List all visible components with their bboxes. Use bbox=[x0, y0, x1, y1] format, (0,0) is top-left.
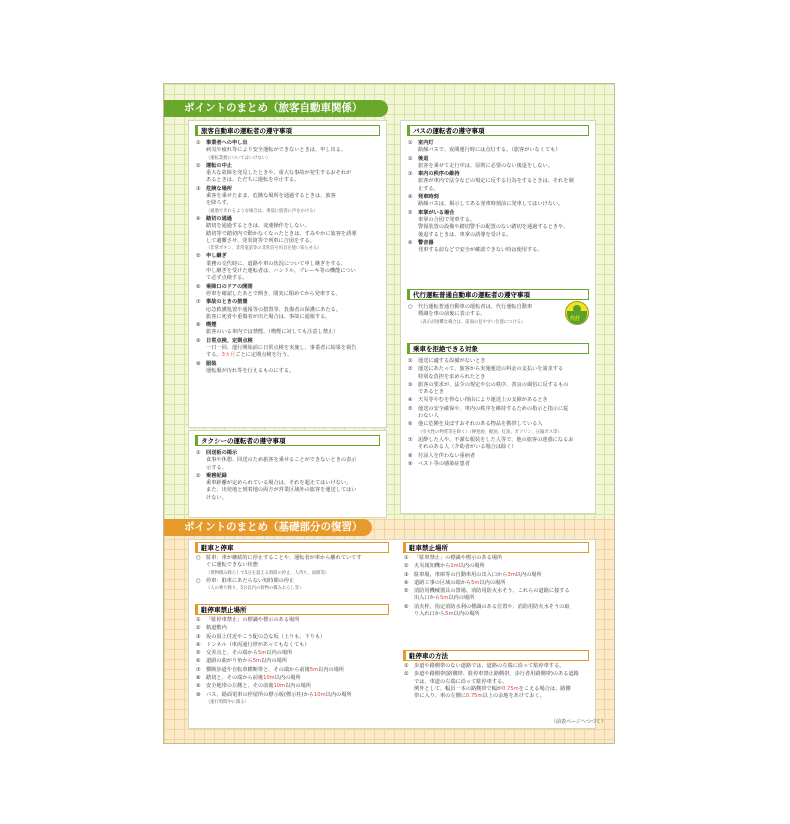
item-note: （運転業務についてはいけない） bbox=[206, 155, 271, 161]
item-text: また、出発地と到着地の両方が営業区域外の旅客を運送してはい bbox=[206, 487, 357, 494]
item-heading: 車掌がいる場合 bbox=[418, 209, 455, 216]
list-item bbox=[195, 625, 389, 632]
list-refuse bbox=[407, 358, 590, 469]
item-number: ⑧ bbox=[408, 452, 413, 459]
item-text: 示する。 bbox=[206, 464, 227, 471]
list-item bbox=[403, 563, 590, 570]
list-item bbox=[195, 450, 381, 472]
item-number: ① bbox=[408, 140, 413, 146]
item-number: ① bbox=[404, 663, 409, 669]
list-item bbox=[407, 194, 590, 209]
distance-highlight: 0.75m bbox=[502, 685, 519, 692]
distance-highlight: 5m bbox=[445, 611, 454, 618]
item-text: では、車道の左端に沿って駐停車する。 bbox=[414, 678, 508, 685]
item-text: 横断歩道や自転車横断帯と、その端から前後5m以内の場所 bbox=[206, 666, 345, 673]
item-number: ④ bbox=[408, 194, 413, 201]
item-text: 食事や休憩、回送のため旅客を乗せることができないときの表示 bbox=[206, 457, 357, 464]
distance-highlight: 1m bbox=[450, 563, 459, 570]
item-text: 道路工事の区域の端から5m以内の場所 bbox=[414, 579, 506, 586]
list-item bbox=[195, 555, 389, 577]
distance-highlight: 5m bbox=[309, 666, 319, 673]
item-text: わない人 bbox=[418, 413, 439, 420]
item-number: ① bbox=[196, 450, 201, 456]
list-noparking bbox=[403, 555, 590, 619]
item-heading: 室内灯 bbox=[418, 140, 434, 146]
item-number: ④ bbox=[196, 215, 201, 222]
list-item bbox=[407, 366, 590, 381]
item-text: 泥酔した人や、不潔な服装をした人等で、他の旅客の迷惑になるお bbox=[418, 436, 574, 443]
item-note: （人の乗り降り、5分以内の荷物の積みおろし等） bbox=[206, 586, 304, 592]
list-item bbox=[407, 210, 590, 239]
panel-left-upper bbox=[188, 120, 387, 428]
item-heading: 乗降口のドアの開閉 bbox=[206, 283, 253, 290]
item-text: 車掌の合図で発車する。 bbox=[418, 216, 476, 223]
list-item bbox=[407, 240, 590, 255]
list-item bbox=[403, 555, 590, 562]
list-item bbox=[195, 253, 381, 282]
list-item bbox=[407, 358, 590, 365]
item-text: あるときは、ただちに運転を中止する。 bbox=[206, 177, 300, 184]
item-text: 交差点と、その端から5m以内の場所 bbox=[206, 650, 293, 657]
list-item bbox=[195, 163, 381, 185]
banner-basics: ポイントのまとめ（基礎部分の復習） bbox=[164, 519, 372, 536]
item-text: する。3カ月ごとに定期点検を行う。 bbox=[206, 352, 293, 359]
list-item bbox=[407, 140, 590, 155]
item-heading: 乗務記録 bbox=[206, 472, 227, 479]
heading-noparking-stop: 駐停車禁止場所 bbox=[195, 604, 389, 615]
item-text: 「駐停車禁止」の標識や標示のある場所 bbox=[206, 617, 300, 623]
item-text: それのある人（介助者がいる場合は除く） bbox=[418, 444, 517, 451]
daiko-sticker-label: 代行 bbox=[570, 316, 581, 322]
list-item bbox=[195, 299, 381, 321]
item-text: であるとき bbox=[418, 389, 444, 396]
heading-parking: 駐車と停車 bbox=[195, 542, 389, 553]
item-heading: 危険な場所 bbox=[206, 185, 232, 192]
panel-right-upper bbox=[400, 120, 596, 514]
item-text: 坂の頂上付近やこう配の急な坂（上りも、下りも） bbox=[206, 633, 326, 640]
item-number: ⑤ bbox=[196, 253, 201, 260]
item-text: けない。 bbox=[206, 494, 227, 501]
item-number: ② bbox=[408, 366, 413, 373]
item-text: 申し継ぎを受けた運転者は、ハンドル、ブレーキ等の機能につい bbox=[206, 268, 356, 275]
item-text: 歩道や路側帯のない道路では、道路の左端に沿って駐停車する。 bbox=[414, 663, 565, 669]
item-text: 「駐車禁止」の標識や標示のある場所 bbox=[414, 555, 503, 561]
distance-highlight: 10m bbox=[313, 691, 326, 698]
item-heading: 喫煙 bbox=[206, 322, 217, 329]
daiko-sticker-icon bbox=[565, 301, 589, 325]
item-note: （通過できれるような場合は、事前に旅客に声をかける） bbox=[206, 208, 318, 214]
item-heading: 服装 bbox=[206, 360, 217, 367]
item-text: 特別な負担を求められたとき bbox=[418, 373, 486, 380]
page bbox=[163, 83, 615, 744]
heading-taxi: タクシーの運転者の遵守事項 bbox=[195, 435, 380, 446]
distance-highlight: 5m bbox=[439, 595, 449, 602]
item-heading: 後退 bbox=[418, 155, 429, 162]
heading-daiko: 代行運転普通自動車の運転者の遵守事項 bbox=[407, 289, 589, 300]
item-number: ○ bbox=[196, 555, 201, 561]
item-number: ③ bbox=[196, 633, 201, 640]
item-text: 消火栓、指定消防水利の標識のある位置や、消防用防火水そうの取 bbox=[414, 603, 570, 610]
item-text: 警報装置の設備や踏切警手の配置のない踏切を通過するときや、 bbox=[418, 224, 569, 231]
list-item bbox=[195, 667, 389, 674]
distance-highlight: 5m bbox=[471, 579, 480, 586]
item-text: 応急救護処置や通報等の措置等、負傷者の保護にあたる。 bbox=[206, 306, 341, 313]
item-number: ⑦ bbox=[408, 436, 413, 443]
list-item bbox=[195, 658, 389, 665]
banner-passenger: ポイントのまとめ（旅客自動車関係） bbox=[164, 100, 388, 117]
item-number: ① bbox=[196, 140, 201, 146]
item-number: ① bbox=[408, 358, 413, 364]
item-heading: 申し継ぎ bbox=[206, 253, 227, 260]
item-number: ⑩ bbox=[196, 360, 201, 367]
list-item bbox=[195, 186, 381, 215]
item-text: 付添人を伴わない重病者 bbox=[418, 452, 476, 459]
item-heading: 警音器 bbox=[418, 239, 434, 246]
item-text: 出入口から5m以内の場所 bbox=[414, 595, 475, 602]
item-heading: 踏切の通過 bbox=[206, 215, 232, 222]
list-item bbox=[195, 473, 381, 502]
list-item bbox=[407, 421, 590, 436]
item-heading: 運転の中止 bbox=[206, 162, 232, 169]
item-text: 道路の曲がり角から5m以内の場所 bbox=[206, 658, 288, 665]
list-item bbox=[195, 683, 389, 690]
item-number: ⑨ bbox=[408, 460, 413, 467]
item-number: ⑤ bbox=[408, 209, 413, 216]
item-text: 旅客の要求が、法令の規定や公の秩序、善良の風俗に反するもの bbox=[418, 381, 569, 388]
distance-highlight: 5m bbox=[252, 658, 262, 665]
item-heading: 車内の秩序の維持 bbox=[418, 171, 460, 178]
item-text: 路線バスで、夜間運行時には点灯する。（旅客がいなくても） bbox=[418, 147, 561, 154]
list-bus-general bbox=[195, 140, 381, 376]
item-heading: 日常点検、定期点検 bbox=[206, 337, 253, 344]
item-text: 他に危険を及ぼすおそれのある物品を携帯している人 bbox=[418, 421, 543, 428]
item-number: ③ bbox=[408, 381, 413, 388]
item-number: ② bbox=[404, 563, 409, 570]
item-text: 乗車距離が定められている場合は、それを超えてはいけない。 bbox=[206, 480, 352, 487]
item-text: 重大な故障を発見したときや、重大な事故が発生するおそれが bbox=[206, 170, 352, 177]
item-text: 停車を確認したあとで開き、閉実に閉めてから発車する。 bbox=[206, 290, 341, 297]
item-text: 天災等やむを得ない理由により運送上の支障があるとき bbox=[418, 397, 548, 404]
list-item bbox=[407, 437, 590, 452]
item-number: ② bbox=[196, 472, 201, 479]
list-item bbox=[407, 406, 590, 421]
item-number: ② bbox=[196, 625, 201, 632]
item-text: て必ず点検する。 bbox=[206, 275, 248, 282]
item-note: （貨物積み降ろしで5分を超える時間の停止、人待ち、故障等） bbox=[206, 570, 330, 576]
item-text: ぐに運転できない状態 bbox=[206, 562, 258, 569]
item-number: ⑦ bbox=[196, 299, 201, 306]
list-item bbox=[407, 382, 590, 397]
distance-highlight: 3m bbox=[507, 571, 516, 578]
item-number: ⑩ bbox=[196, 691, 201, 698]
item-text: 運送の安全確保や、車内の秩序を維持するための指示と指示に従 bbox=[418, 405, 569, 412]
list-item bbox=[407, 461, 590, 468]
item-number: ⑥ bbox=[196, 283, 201, 290]
item-note: （引火性の物質等を除く）（揮発油、軽油、灯油、ガソリン、圧縮ガス等） bbox=[418, 429, 562, 435]
item-text: 業務の交代時に、道路や車の状況について申し継ぎをする。 bbox=[206, 260, 346, 267]
item-text: 旅客が車内で法令などの規定に反する行為をするときは、それを制 bbox=[418, 178, 574, 185]
list-bus-rules bbox=[407, 140, 590, 255]
list-item bbox=[195, 284, 381, 299]
item-number: ⑥ bbox=[404, 603, 409, 610]
item-number: ⑥ bbox=[408, 239, 413, 246]
item-text: 安全地帯の左側と、その前後10m以内の場所 bbox=[206, 683, 312, 690]
item-text: 踏切と、その端から前後10m以内の場所 bbox=[206, 675, 301, 682]
item-note: （非常ボタン、非常電話等の非常信号用具を使い知らせる） bbox=[206, 246, 322, 252]
list-item bbox=[403, 588, 590, 603]
item-text: トンネル（車両通行帯があってもなくても） bbox=[206, 641, 310, 648]
item-text: 踏切等で踏切内で動かなくなったときは、すみやかに旅客を誘導 bbox=[206, 230, 357, 237]
item-number: ⑧ bbox=[196, 322, 201, 329]
panel-taxi bbox=[188, 430, 387, 518]
item-number: ① bbox=[404, 555, 409, 561]
item-text: 停車：駐車にあたらない短時間の停止 bbox=[206, 577, 295, 584]
item-text: 消防用機械器具の置場、消防用防火水そう、これらの道路に接する bbox=[414, 588, 570, 595]
list-item bbox=[195, 578, 389, 593]
panel-lower bbox=[188, 539, 596, 729]
item-number: ④ bbox=[408, 397, 413, 404]
list-item bbox=[195, 216, 381, 252]
item-text: 運送にあたって、旅客から実施運送の料金の支払いを請求する bbox=[418, 366, 564, 373]
item-note: （運行時間中に限る） bbox=[206, 699, 249, 705]
heading-noparking: 駐車禁止場所 bbox=[403, 542, 589, 553]
list-item bbox=[195, 675, 389, 682]
item-text: り入れ口から5m以内の場所 bbox=[414, 611, 480, 618]
item-number: ⑨ bbox=[196, 337, 201, 344]
list-item bbox=[195, 692, 389, 707]
item-number: ⑥ bbox=[196, 658, 201, 665]
item-text: 例外として、幅員一本の路側帯で幅が0.75mをこえる場合は、路側 bbox=[414, 685, 571, 692]
item-text: 帯に入り、車の左側に0.75m以上の余地をあけておく。 bbox=[414, 693, 545, 700]
item-text: して避難させ、発炎筒等で列車に合図をする。 bbox=[206, 237, 315, 244]
item-text: 発車する前などで安全が確認できない時は使用する。 bbox=[418, 247, 543, 254]
heading-bus-rules: バスの運転者の遵守事項 bbox=[407, 125, 589, 136]
daiko-text: ○ 代行運転普通自動車の運転者は、代行運転自動車 標識を車の前後に表示する。 （表示が困難な場合は、前面の見やすい位置につける） bbox=[408, 304, 533, 325]
item-text: 旅客のいる車内では禁煙。（喫煙に対しても注意し禁止） bbox=[206, 329, 339, 336]
distance-highlight: 5m bbox=[257, 650, 267, 657]
heading-bus-general: 旅客自動車の運転者の遵守事項 bbox=[195, 125, 380, 136]
item-number: ⑤ bbox=[196, 650, 201, 657]
item-text: 止する。 bbox=[418, 185, 439, 192]
list-item bbox=[195, 140, 381, 162]
item-heading: 事業者への申し出 bbox=[206, 140, 248, 146]
item-number: ② bbox=[408, 155, 413, 162]
item-text: 火災報知機から1m以内の場所 bbox=[414, 563, 485, 570]
item-number: ④ bbox=[404, 579, 409, 586]
item-text: バス、路面電車の停留所の標示板(標示柱)から10m以内の場所 bbox=[206, 691, 352, 698]
item-number: ⑦ bbox=[196, 666, 201, 673]
item-text: 運転服が汚れ等を行えるものにする。 bbox=[206, 367, 295, 374]
item-text: 駐車：車が継続的に停止することや、運転者が車から離れていてす bbox=[206, 555, 362, 561]
list-item bbox=[403, 671, 590, 700]
list-item bbox=[195, 634, 389, 641]
item-text: 旅客に死者や重傷者が出た場合は、事故に通報する。 bbox=[206, 313, 331, 320]
item-number: ③ bbox=[404, 571, 409, 578]
list-item bbox=[195, 361, 381, 376]
item-number: ③ bbox=[408, 171, 413, 178]
item-text: 踏切を通過するときは、変速操作をしない。 bbox=[206, 223, 310, 230]
item-heading: 発車時刻 bbox=[418, 194, 439, 201]
list-item bbox=[403, 604, 590, 619]
distance-highlight: 10m bbox=[263, 675, 275, 682]
continued-note: （前表ページへつづく） bbox=[551, 719, 606, 725]
item-number: ② bbox=[404, 671, 409, 678]
list-item bbox=[407, 156, 590, 171]
item-text: 後退するときは、車掌の誘導を受ける。 bbox=[418, 231, 512, 238]
list-parking bbox=[195, 555, 389, 593]
item-text: ペスト等の感染症患者 bbox=[418, 460, 470, 467]
list-item bbox=[407, 171, 590, 193]
list-item bbox=[407, 453, 590, 460]
list-taxi bbox=[195, 450, 381, 503]
list-item bbox=[195, 642, 389, 649]
heading-refuse: 乗車を拒絶できる対象 bbox=[407, 343, 589, 354]
item-text: 乗客を乗せたまま、危険な場所を通過するときは、旅客 bbox=[206, 193, 336, 200]
list-item bbox=[195, 338, 381, 360]
item-text: 病気や疲れ等により安全運転ができないときは、申し出る。 bbox=[206, 147, 347, 154]
item-number: ○ bbox=[196, 577, 201, 584]
list-item bbox=[407, 397, 590, 404]
item-text: 路線バスは、掲示してある発車時刻前に発車してはいけない。 bbox=[418, 201, 564, 208]
list-noparking-stop bbox=[195, 617, 389, 707]
list-method bbox=[403, 663, 590, 701]
list-item bbox=[195, 650, 389, 657]
item-text: 一日一回、運行開始前に日常点検を実施し、事業者に結果を報告 bbox=[206, 345, 357, 352]
item-number: ⑤ bbox=[408, 405, 413, 412]
item-number: ② bbox=[196, 162, 201, 169]
item-text: 運送に適する設備がないとき bbox=[418, 358, 486, 364]
item-text: 軌道敷内 bbox=[206, 625, 227, 632]
item-number: ⑨ bbox=[196, 683, 201, 690]
item-text: 旅客を乗せて走行中は、原則に必要のない後退をしない。 bbox=[418, 162, 553, 169]
item-heading: 事故のときの措置 bbox=[206, 299, 248, 306]
item-number: ① bbox=[196, 617, 201, 623]
list-item bbox=[403, 572, 590, 579]
item-text: 駐車場、車庫等の自動車用の出入口から3m以内の場所 bbox=[414, 571, 542, 578]
list-item bbox=[195, 322, 381, 337]
list-item bbox=[403, 663, 590, 670]
distance-highlight: 0.75m bbox=[465, 693, 483, 700]
item-heading: 回送板の掲示 bbox=[206, 450, 238, 456]
item-number: ⑤ bbox=[404, 588, 409, 595]
item-number: ⑧ bbox=[196, 675, 201, 682]
distance-highlight: 3カ月 bbox=[221, 352, 236, 359]
list-item bbox=[403, 580, 590, 587]
distance-highlight: 10m bbox=[273, 683, 286, 690]
heading-method: 駐停車の方法 bbox=[403, 650, 589, 661]
item-text: 歩道や路側帯(路側帯、駐停車禁止路側帯、歩行者用路側帯)のある道路 bbox=[414, 671, 579, 678]
item-number: ③ bbox=[196, 185, 201, 192]
item-number: ⑥ bbox=[408, 421, 413, 428]
item-text: を降ろす。 bbox=[206, 200, 232, 207]
item-number: ④ bbox=[196, 641, 201, 648]
list-item bbox=[195, 617, 389, 624]
